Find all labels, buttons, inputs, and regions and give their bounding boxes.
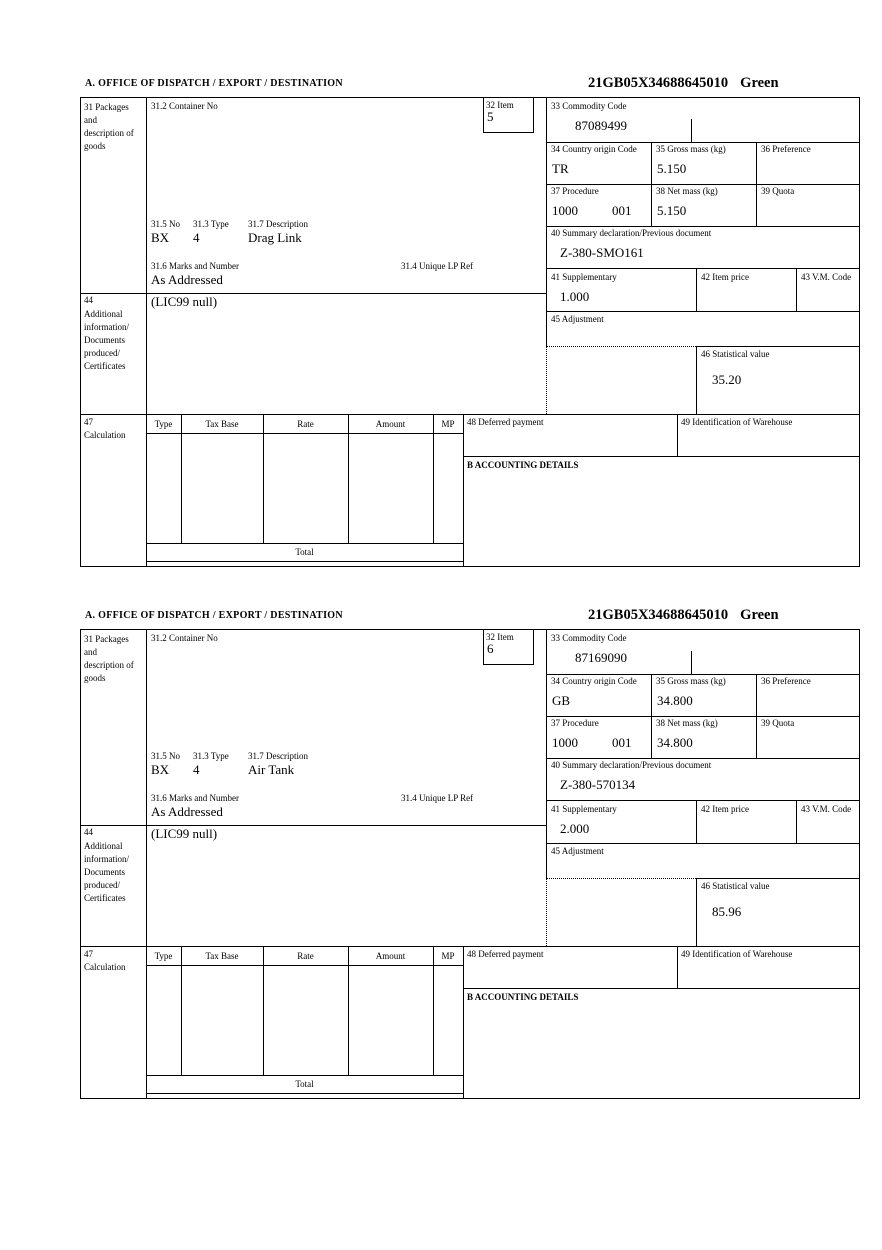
packages-type-value: 4	[193, 230, 200, 245]
grid-line	[146, 561, 463, 562]
grid-line	[146, 1093, 463, 1094]
movement-reference	[588, 607, 779, 624]
grid-line	[546, 268, 860, 269]
grid-line	[463, 456, 860, 457]
statistical-value: 85.96	[712, 904, 742, 919]
additional-info-value: (LIC99 null)	[151, 826, 218, 841]
packages-type-label: 31.3 Type	[193, 751, 229, 761]
packages-no-label: 31.5 No	[151, 751, 180, 761]
grid-line	[546, 226, 860, 227]
grid-line	[756, 142, 757, 226]
grid-line	[483, 98, 484, 132]
grid-line	[146, 965, 463, 966]
item-price-label: 42 Item price	[701, 272, 749, 282]
grid-line	[546, 843, 860, 844]
grid-line	[146, 543, 463, 544]
container-no-label: 31.2 Container No	[151, 101, 218, 111]
vm-code-label: 43 V.M. Code	[801, 272, 852, 282]
box31-label: 31 Packages and description of goods	[84, 102, 134, 151]
country-origin-value: GB	[552, 693, 571, 708]
box44-number: 44	[84, 827, 93, 837]
gross-mass-label: 35 Gross mass (kg)	[656, 144, 726, 154]
calc-col-rate: Rate	[297, 951, 314, 961]
mrn-number: 21GB05X34688645010	[588, 607, 729, 623]
packages-type-label: 31.3 Type	[193, 219, 229, 229]
net-mass-value: 5.150	[657, 203, 687, 218]
country-origin-label: 34 Country origin Code	[551, 676, 637, 686]
grid-line	[696, 346, 697, 414]
country-origin-value: TR	[552, 161, 569, 176]
statistical-value-label: 46 Statistical value	[701, 349, 770, 359]
grid-line	[796, 268, 797, 311]
grid-line	[546, 98, 547, 346]
grid-line	[463, 414, 464, 567]
net-mass-label: 38 Net mass (kg)	[656, 186, 718, 196]
grid-line	[696, 878, 697, 946]
net-mass-label: 38 Net mass (kg)	[656, 718, 718, 728]
grid-line	[533, 630, 534, 664]
grid-line	[433, 414, 434, 543]
gross-mass-value: 34.800	[657, 693, 693, 708]
item-number-value: 5	[487, 109, 494, 124]
grid-line	[483, 132, 534, 133]
grid-line	[463, 988, 860, 989]
calc-col-tax-base: Tax Base	[205, 419, 239, 429]
calc-col-rate: Rate	[297, 419, 314, 429]
procedure-label: 37 Procedure	[551, 718, 599, 728]
item-label: 32 Item	[486, 632, 514, 642]
quota-label: 39 Quota	[761, 186, 795, 196]
calc-col-mp: MP	[441, 951, 455, 961]
unique-lp-ref-label: 31.4 Unique LP Ref	[401, 261, 474, 271]
grid-line	[546, 142, 860, 143]
packages-no-value: BX	[151, 230, 170, 245]
item-label: 32 Item	[486, 100, 514, 110]
marks-value: As Addressed	[151, 804, 223, 819]
procedure-label: 37 Procedure	[551, 186, 599, 196]
supplementary-label: 41 Supplementary	[551, 272, 617, 282]
grid-line	[463, 946, 464, 1099]
grid-line	[146, 433, 463, 434]
preference-label: 36 Preference	[761, 676, 811, 686]
warehouse-id-label: 49 Identification of Warehouse	[681, 417, 793, 427]
movement-reference	[588, 75, 779, 92]
gross-mass-value: 5.150	[657, 161, 687, 176]
item-price-label: 42 Item price	[701, 804, 749, 814]
deferred-payment-label: 48 Deferred payment	[467, 949, 544, 959]
grid-line	[433, 946, 434, 1075]
calc-total-label: Total	[295, 547, 314, 557]
deferred-payment-label: 48 Deferred payment	[467, 417, 544, 427]
packages-no-label: 31.5 No	[151, 219, 180, 229]
grid-line	[677, 946, 678, 988]
grid-line-dashed	[546, 346, 696, 347]
grid-line	[146, 98, 147, 567]
procedure-value-2: 001	[612, 203, 632, 218]
supplementary-value: 1.000	[560, 289, 590, 304]
packages-type-value: 4	[193, 762, 200, 777]
previous-document-value: Z-380-570134	[560, 777, 636, 792]
statistical-value: 35.20	[712, 372, 742, 387]
grid-line	[677, 414, 678, 456]
grid-line	[81, 946, 860, 947]
calc-total-label: Total	[295, 1079, 314, 1089]
commodity-code-label: 33 Commodity Code	[551, 633, 627, 643]
section-a-header: A. OFFICE OF DISPATCH / EXPORT / DESTINATION	[85, 78, 343, 89]
grid-line	[696, 346, 860, 347]
grid-line	[546, 630, 547, 878]
procedure-value-1: 1000	[552, 203, 578, 218]
supplementary-value: 2.000	[560, 821, 590, 836]
container-no-label: 31.2 Container No	[151, 633, 218, 643]
grid-line	[348, 414, 349, 543]
calc-col-type: Type	[154, 951, 173, 961]
adjustment-label: 45 Adjustment	[551, 846, 604, 856]
grid-line	[546, 311, 860, 312]
grid-line	[756, 674, 757, 758]
warehouse-id-label: 49 Identification of Warehouse	[681, 949, 793, 959]
grid-line	[696, 800, 697, 843]
mrn-number: 21GB05X34688645010	[588, 75, 729, 91]
description-label: 31.7 Description	[248, 751, 308, 761]
routing-status: Green	[740, 607, 779, 623]
accounting-details-label: B ACCOUNTING DETAILS	[467, 992, 579, 1002]
country-origin-label: 34 Country origin Code	[551, 144, 637, 154]
procedure-value-1: 1000	[552, 735, 578, 750]
box31-label: 31 Packages and description of goods	[84, 634, 134, 683]
customs-item-form	[80, 607, 862, 1102]
accounting-details-label: B ACCOUNTING DETAILS	[467, 460, 579, 470]
customs-item-form	[80, 75, 862, 570]
grid-line	[483, 630, 484, 664]
grid-line	[651, 674, 652, 758]
grid-line	[696, 878, 860, 879]
grid-line	[348, 946, 349, 1075]
grid-line	[146, 630, 147, 1099]
grid-line	[546, 758, 860, 759]
grid-line-dashed	[546, 346, 547, 414]
calc-col-tax-base: Tax Base	[205, 951, 239, 961]
previous-document-label: 40 Summary declaration/Previous document	[551, 760, 712, 770]
procedure-value-2: 001	[612, 735, 632, 750]
vm-code-label: 43 V.M. Code	[801, 804, 852, 814]
unique-lp-ref-label: 31.4 Unique LP Ref	[401, 793, 474, 803]
previous-document-value: Z-380-SMO161	[560, 245, 644, 260]
box44-label: Additional information/ Documents produced/ Certificates	[84, 309, 129, 371]
box47-number: 47	[84, 417, 93, 427]
gross-mass-label: 35 Gross mass (kg)	[656, 676, 726, 686]
adjustment-label: 45 Adjustment	[551, 314, 604, 324]
net-mass-value: 34.800	[657, 735, 693, 750]
box47-label: Calculation	[84, 430, 126, 440]
previous-document-label: 40 Summary declaration/Previous document	[551, 228, 712, 238]
grid-line	[696, 268, 697, 311]
box44-label: Additional information/ Documents produced/ Certificates	[84, 841, 129, 903]
box44-number: 44	[84, 295, 93, 305]
grid-line-dashed	[546, 878, 696, 879]
additional-info-value: (LIC99 null)	[151, 294, 218, 309]
grid-line	[691, 651, 692, 674]
packages-no-value: BX	[151, 762, 170, 777]
marks-value: As Addressed	[151, 272, 223, 287]
grid-line	[263, 414, 264, 543]
grid-line	[691, 119, 692, 142]
form-grid	[80, 629, 860, 1099]
section-a-header: A. OFFICE OF DISPATCH / EXPORT / DESTINATION	[85, 610, 343, 621]
grid-line	[546, 184, 860, 185]
calc-col-type: Type	[154, 419, 173, 429]
calc-col-mp: MP	[441, 419, 455, 429]
form-grid	[80, 97, 860, 567]
grid-line	[181, 414, 182, 543]
goods-description-value: Air Tank	[248, 762, 295, 777]
grid-line	[483, 664, 534, 665]
commodity-code-label: 33 Commodity Code	[551, 101, 627, 111]
grid-line	[81, 414, 860, 415]
box47-number: 47	[84, 949, 93, 959]
marks-label: 31.6 Marks and Number	[151, 261, 239, 271]
grid-line	[546, 716, 860, 717]
grid-line-dashed	[546, 878, 547, 946]
item-number-value: 6	[487, 641, 494, 656]
preference-label: 36 Preference	[761, 144, 811, 154]
description-label: 31.7 Description	[248, 219, 308, 229]
grid-line	[546, 674, 860, 675]
grid-line	[546, 800, 860, 801]
routing-status: Green	[740, 75, 779, 91]
grid-line	[181, 946, 182, 1075]
commodity-code-value: 87089499	[575, 118, 627, 133]
grid-line	[263, 946, 264, 1075]
calc-col-amount: Amount	[375, 419, 406, 429]
quota-label: 39 Quota	[761, 718, 795, 728]
commodity-code-value: 87169090	[575, 650, 627, 665]
grid-line	[651, 142, 652, 226]
grid-line	[533, 98, 534, 132]
statistical-value-label: 46 Statistical value	[701, 881, 770, 891]
supplementary-label: 41 Supplementary	[551, 804, 617, 814]
grid-line	[146, 1075, 463, 1076]
goods-description-value: Drag Link	[248, 230, 302, 245]
box47-label: Calculation	[84, 962, 126, 972]
grid-line	[796, 800, 797, 843]
marks-label: 31.6 Marks and Number	[151, 793, 239, 803]
calc-col-amount: Amount	[375, 951, 406, 961]
